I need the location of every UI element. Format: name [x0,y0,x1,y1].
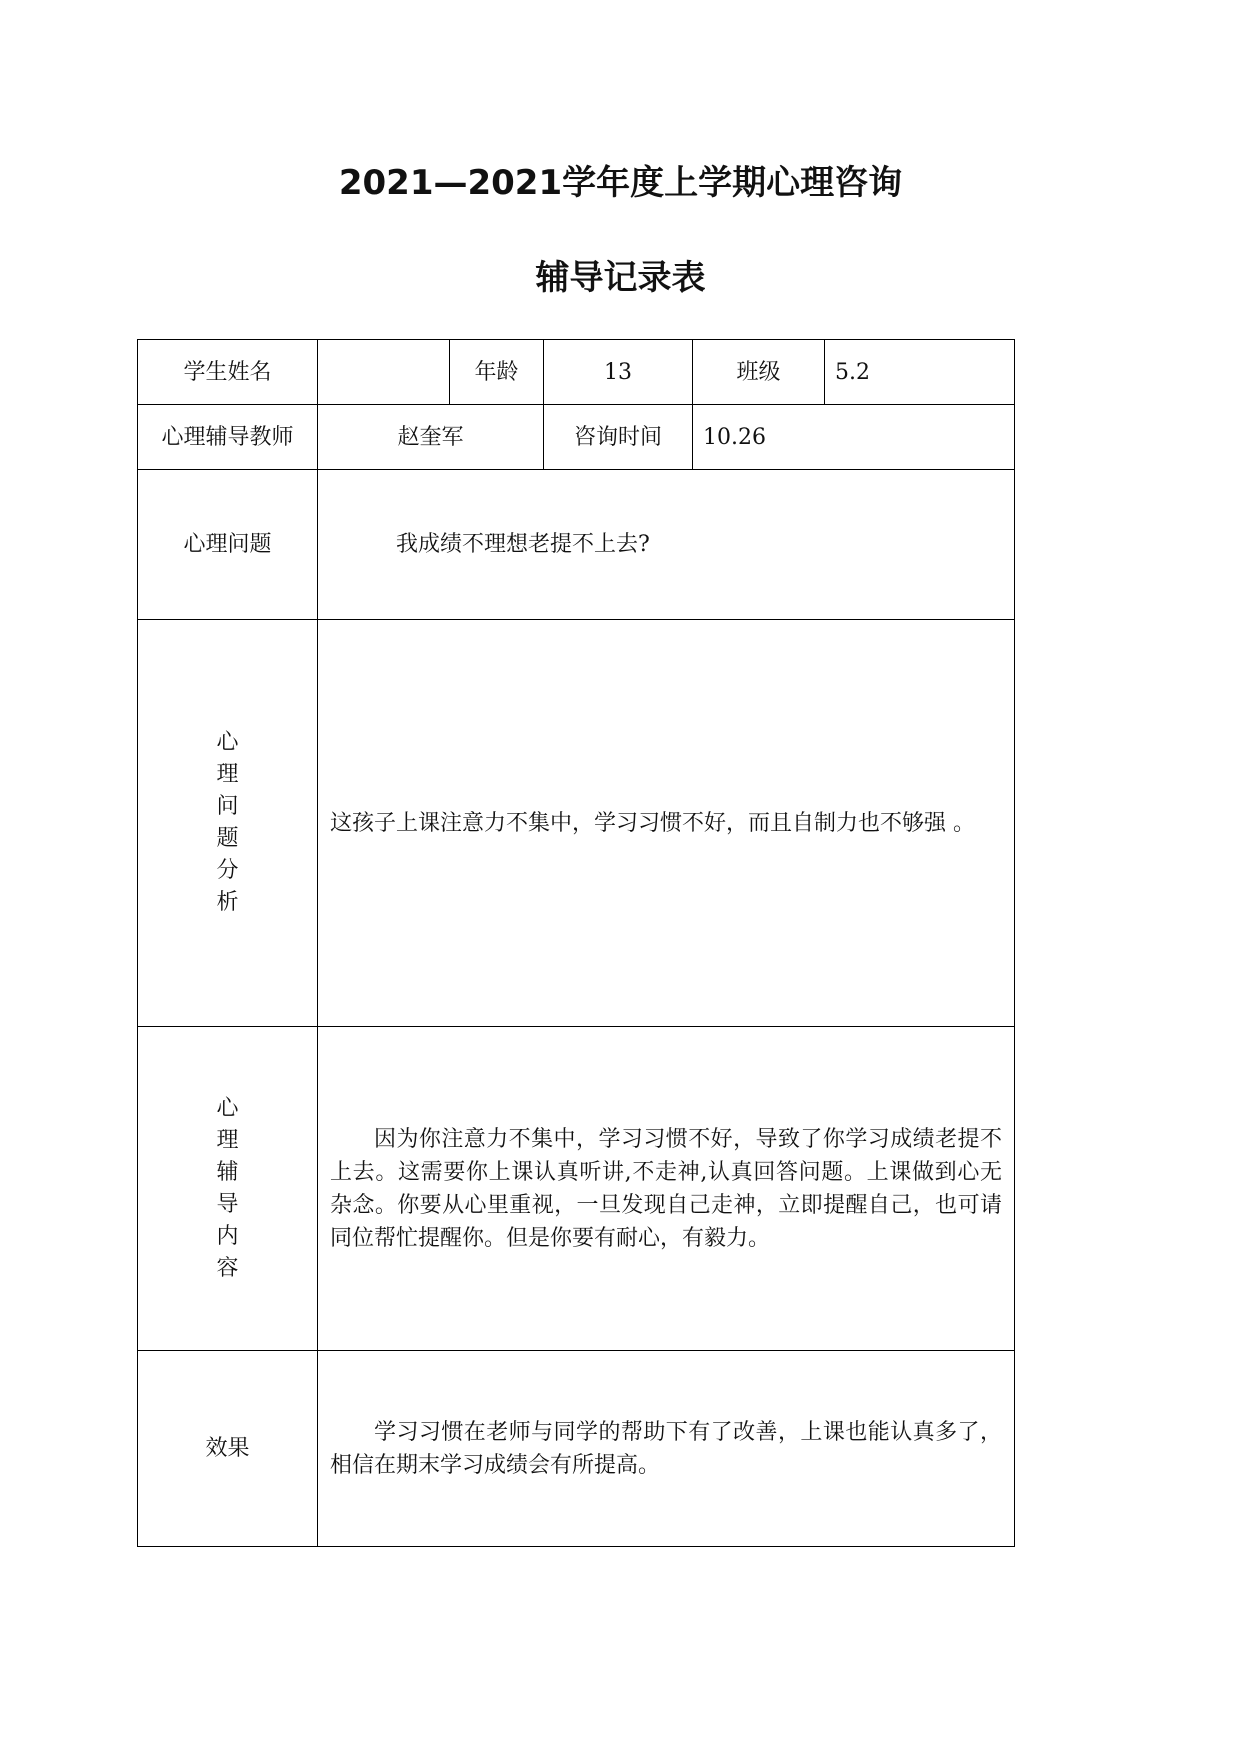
effect-value: 学习习惯在老师与同学的帮助下有了改善，上课也能认真多了，相信在期末学习成绩会有所提高。 [318,1351,1015,1547]
age-label: 年龄 [450,340,544,405]
problem-value: 我成绩不理想老提不上去? [318,470,1015,620]
effect-label: 效果 [138,1351,318,1547]
guidance-label-char: 心 [216,1095,239,1121]
guidance-label-char: 内 [216,1223,239,1249]
guidance-label-char: 容 [216,1255,239,1281]
student-name-label: 学生姓名 [138,340,318,405]
analysis-label-char: 题 [216,826,239,851]
student-name-value [318,340,450,405]
guidance-value: 因为你注意力不集中，学习习惯不好，导致了你学习成绩老提不上去。这需要你上课认真听讲,不走神,认真回答问题。上课做到心无杂念。你要从心里重视，一旦发现自己走神，立即提醒自己，也可请同位帮忙提醒你。但是你要有耐心，有毅力。 [318,1027,1015,1351]
analysis-label-char: 析 [216,890,239,915]
analysis-value: 这孩子上课注意力不集中，学习习惯不好，而且自制力也不够强 。 [318,620,1015,1027]
age-value: 13 [544,340,693,405]
counseling-record-table [137,339,1015,1547]
form-title-line1: 2021—2021学年度上学期心理咨询 [338,163,903,203]
teacher-label: 心理辅导教师 [138,405,318,470]
time-value: 10.26 [693,405,1015,470]
guidance-label [138,1027,318,1351]
guidance-label-char: 辅 [216,1159,239,1185]
class-value: 5.2 [825,340,1015,405]
time-label: 咨询时间 [544,405,693,470]
teacher-value: 赵奎军 [318,405,544,470]
class-label: 班级 [693,340,825,405]
analysis-label-char: 理 [216,762,239,787]
analysis-label-char: 心 [216,730,239,755]
form-title-line2: 辅导记录表 [535,258,706,298]
problem-label: 心理问题 [138,470,318,620]
guidance-label-char: 导 [216,1191,239,1217]
row-teacher-info [138,405,1015,470]
row-analysis [138,620,1015,1027]
analysis-label [138,620,318,1027]
row-effect [138,1351,1015,1547]
row-problem [138,470,1015,620]
row-student-info [138,340,1015,405]
analysis-label-char: 问 [216,794,239,819]
row-guidance [138,1027,1015,1351]
analysis-label-char: 分 [216,858,239,883]
guidance-label-char: 理 [216,1127,239,1153]
